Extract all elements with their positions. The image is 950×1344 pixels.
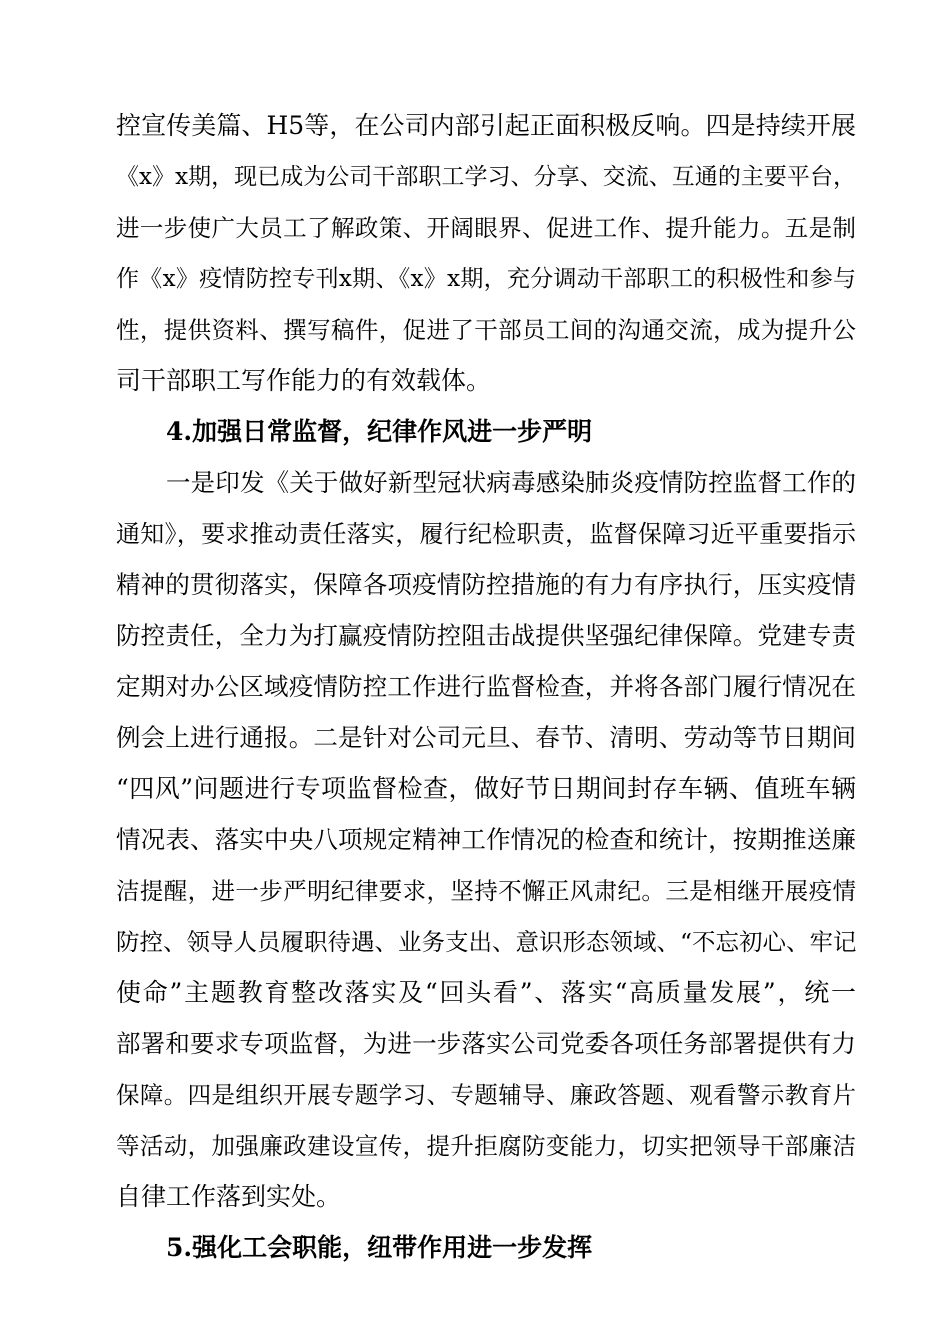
section-heading-5: 5.强化工会职能，纽带作用进一步发挥	[166, 1233, 593, 1262]
paragraph2-line-3: 精神的贯彻落实，保障各项疫情防控措施的有力有序执行，压实疫情	[116, 570, 856, 599]
paragraph2-line-7: “四风”问题进行专项监督检查，做好节日期间封存车辆、值班车辆	[116, 774, 856, 803]
paragraph2-line-1: 一是印发《关于做好新型冠状病毒感染肺炎疫情防控监督工作的	[166, 468, 856, 497]
paragraph2-line-4: 防控责任，全力为打赢疫情防控阻击战提供坚强纪律保障。党建专责	[116, 621, 856, 650]
paragraph1-line-4: 作《x》疫情防控专刊x期、《x》x期，充分调动干部职工的积极性和参与	[116, 266, 856, 292]
paragraph2-line-6: 例会上进行通报。二是针对公司元旦、春节、清明、劳动等节日期间	[116, 723, 856, 752]
paragraph2-line-15: 自律工作落到实处。	[116, 1182, 342, 1211]
paragraph2-line-13: 保障。四是组织开展专题学习、专题辅导、廉政答题、观看警示教育片	[116, 1081, 856, 1109]
paragraph2-line-11: 使命”主题教育整改落实及“回头看”、落实“高质量发展”，统一	[116, 978, 856, 1007]
paragraph2-line-9: 洁提醒，进一步严明纪律要求，坚持不懈正风肃纪。三是相继开展疫情	[116, 877, 856, 905]
paragraph2-line-8: 情况表、落实中央八项规定精神工作情况的检查和统计，按期推送廉	[116, 825, 856, 854]
paragraph2-line-12: 部署和要求专项监督，为进一步落实公司党委各项任务部署提供有力	[116, 1029, 856, 1058]
paragraph2-line-2: 通知》，要求推动责任落实，履行纪检职责，监督保障习近平重要指示	[116, 520, 856, 548]
paragraph1-line-5: 性，提供资料、撰写稿件，促进了干部员工间的沟通交流，成为提升公	[116, 316, 856, 344]
paragraph2-line-14: 等活动，加强廉政建设宣传，提升拒腐防变能力，切实把领导干部廉洁	[116, 1132, 856, 1160]
paragraph1-line-1: 控宣传美篇、H5等，在公司内部引起正面积极反响。四是持续开展	[116, 111, 856, 140]
paragraph2-line-10: 防控、领导人员履职待遇、业务支出、意识形态领域、“不忘初心、牢记	[116, 928, 857, 956]
paragraph1-line-2: 《x》x期，现已成为公司干部职工学习、分享、交流、互通的主要平台，	[116, 164, 856, 190]
paragraph2-line-5: 定期对办公区域疫情防控工作进行监督检查，并将各部门履行情况在	[116, 672, 856, 701]
paragraph1-line-3: 进一步使广大员工了解政策、开阔眼界、促进工作、提升能力。五是制	[116, 214, 856, 242]
paragraph1-line-6: 司干部职工写作能力的有效载体。	[116, 366, 492, 395]
section-heading-4: 4.加强日常监督，纪律作风进一步严明	[166, 417, 593, 446]
